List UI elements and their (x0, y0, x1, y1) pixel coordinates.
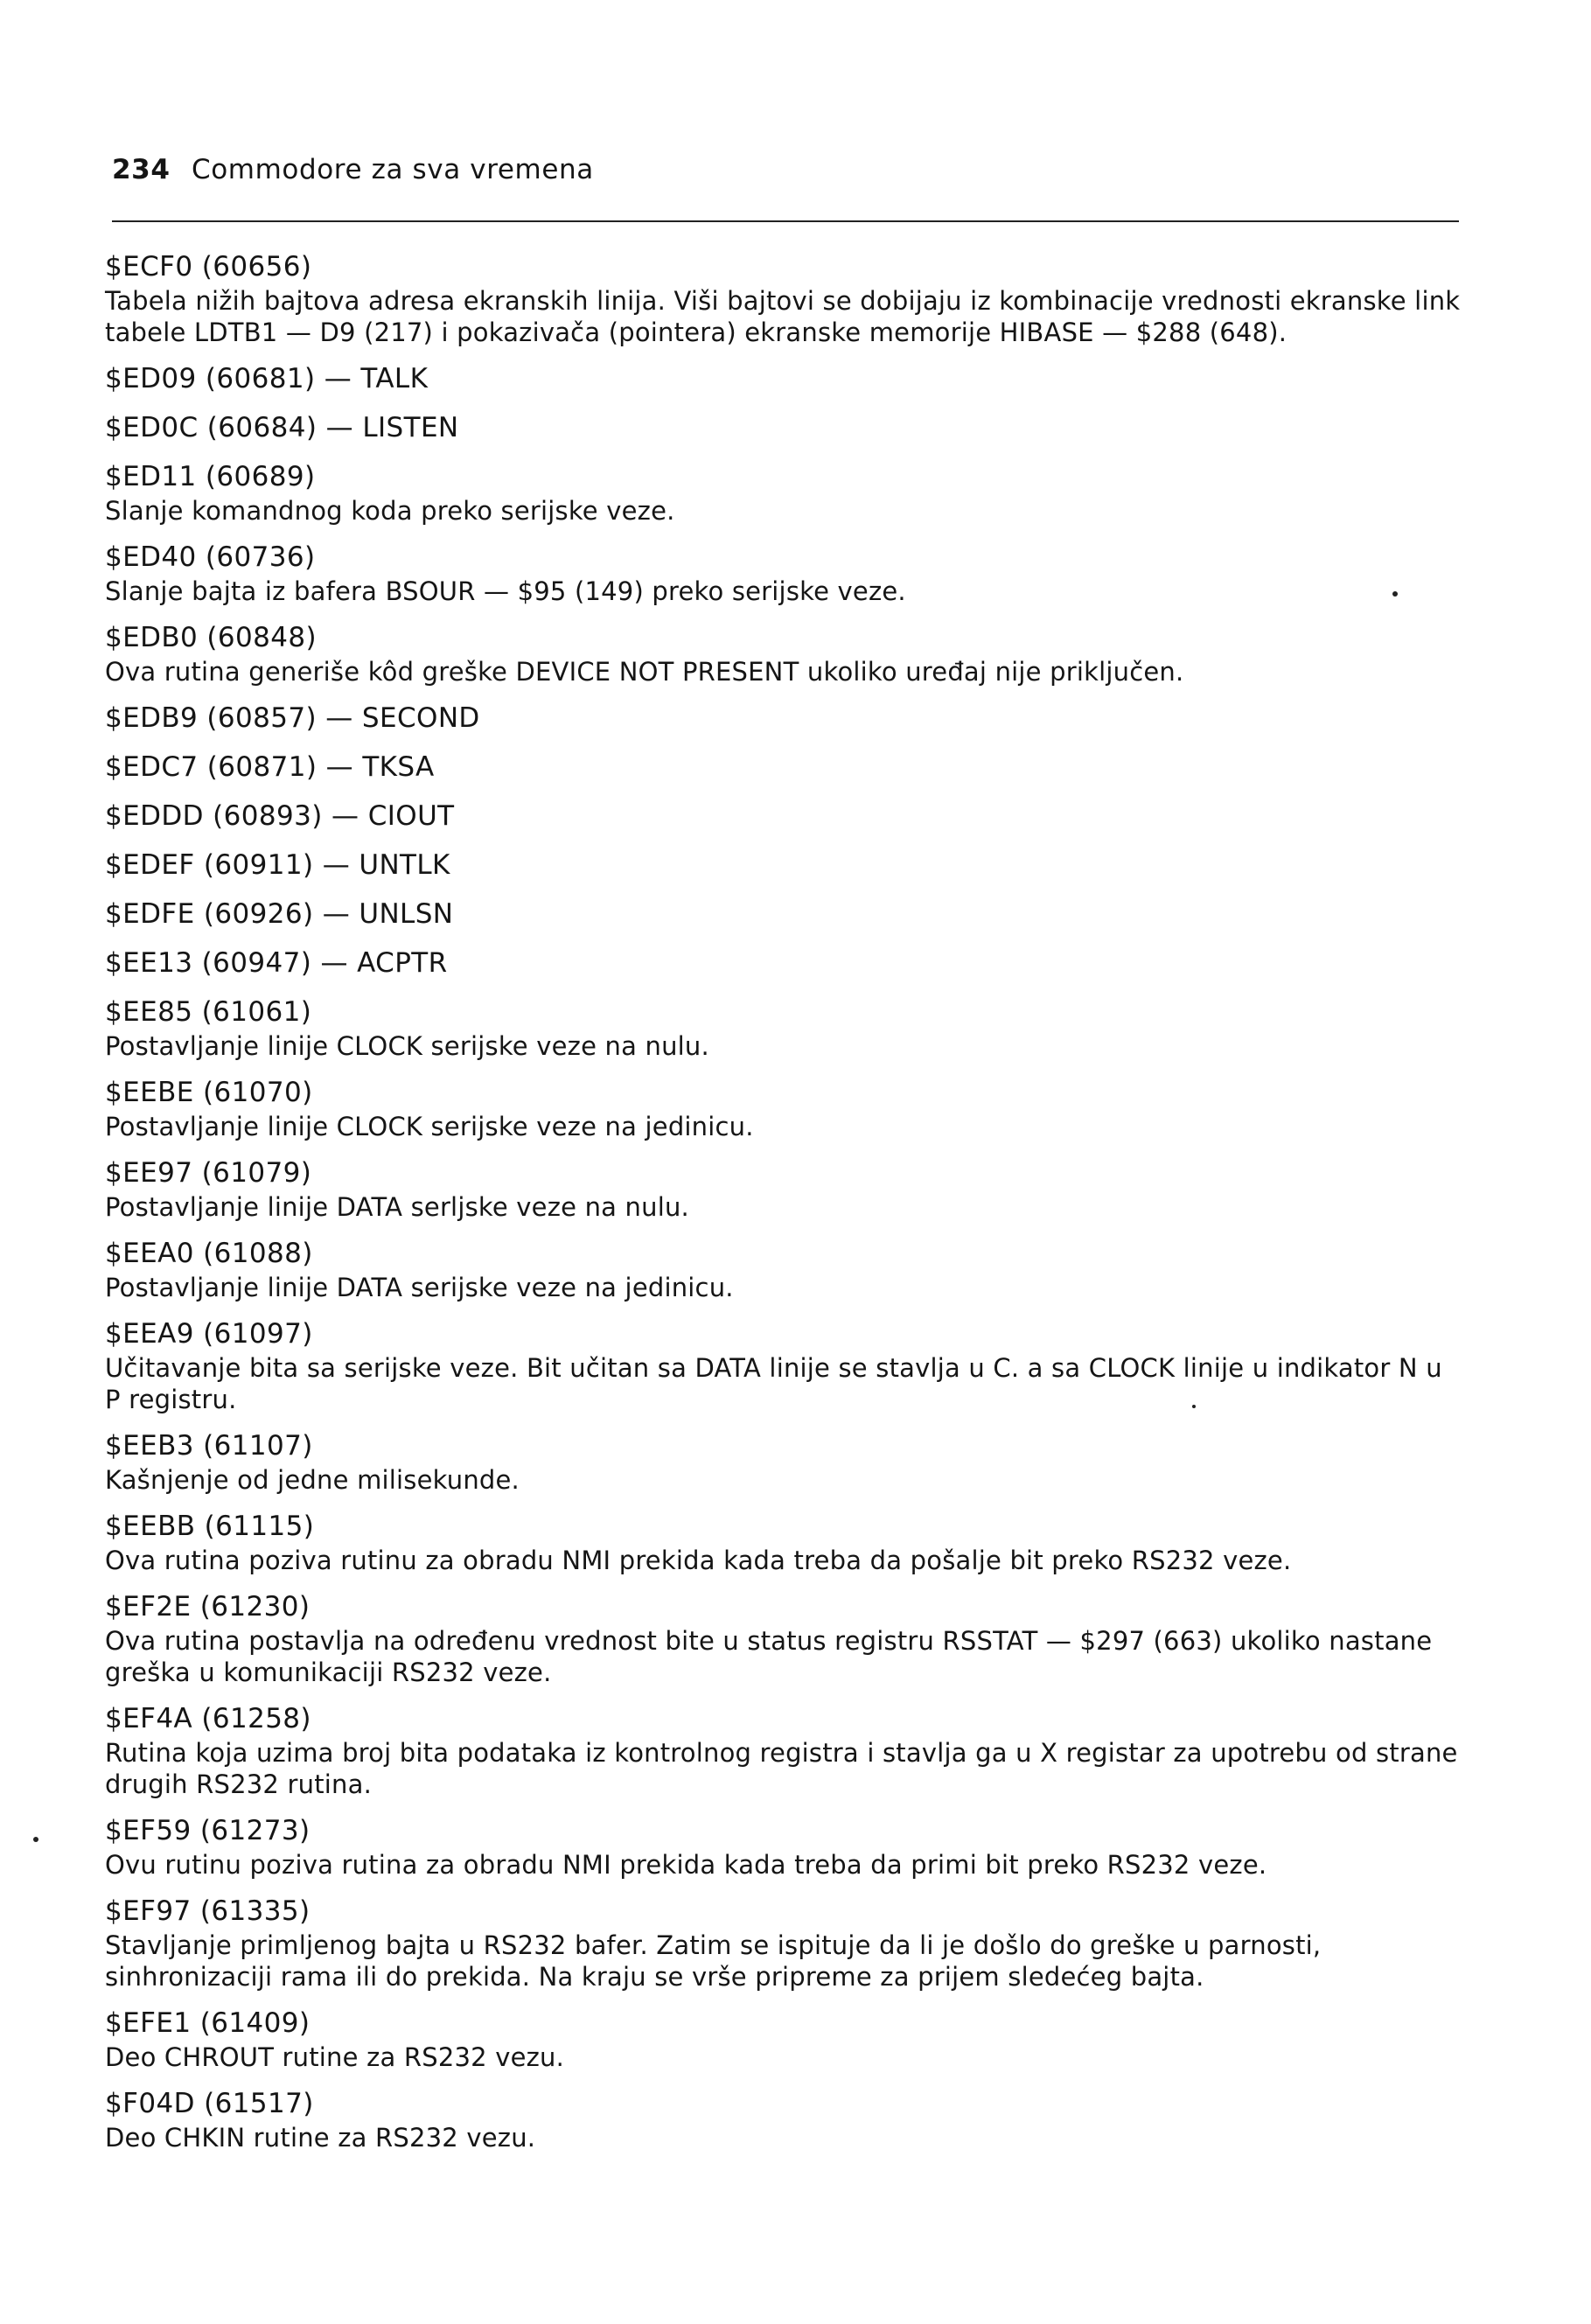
running-head (112, 154, 594, 185)
entry-description: Učitavanje bita sa serijske veze. Bit učitan sa DATA linije se stavlja u C. a sa CLOCK linije u indikator N u P registru. (105, 1353, 1442, 1414)
entry-description: Rutina koja uzima broj bita podataka iz kontrolnog registra i stavlja ga u X registar za upotrebu od strane drugih RS232 rutina. (105, 1738, 1458, 1799)
entry-list (105, 248, 1465, 2166)
entry-address: $ED11 (60689) (105, 461, 316, 492)
entry-description: Tabela nižih bajtova adresa ekranskih linija. Viši bajtovi se dobijaju iz kombinacije vrednosti ekranske link tabele LDTB1 — D9 (217) i pokazivača (pointera) ekranske memorije HIBASE — $288 (648). (105, 286, 1461, 347)
scan-speck (33, 1837, 38, 1842)
entry-ef59 (105, 1812, 1465, 1881)
entry-address: $EE85 (61061) (105, 996, 312, 1028)
entry-address: $EE13 (60947) — ACPTR (105, 947, 448, 979)
entry-eebb (105, 1508, 1465, 1576)
book-title: Commodore za sva vremena (191, 154, 594, 185)
entry-description: Stavljanje primljenog bajta u RS232 bafer. Zatim se ispituje da li je došlo do greške u parnosti, sinhronizaciji rama ili do prekida. Na kraju se vrše pripreme za prijem sledećeg bajta. (105, 1930, 1322, 1992)
entry-ed40 (105, 539, 1465, 607)
entry-address: $EDEF (60911) — UNTLK (105, 849, 450, 881)
entry-edef (105, 847, 1465, 883)
entry-ef4a (105, 1700, 1465, 1800)
entry-address: $EEBE (61070) (105, 1077, 313, 1108)
entry-ed0c (105, 409, 1465, 446)
entry-description: Ova rutina postavlja na određenu vrednost bite u status registru RSSTAT — $297 (663) ukoliko nastane greška u komunikaciji RS232 veze. (105, 1626, 1433, 1687)
entry-address: $EDC7 (60871) — TKSA (105, 751, 435, 783)
entry-edfe (105, 896, 1465, 932)
entry-address: $EFE1 (61409) (105, 2007, 311, 2039)
entry-address: $ED0C (60684) — LISTEN (105, 412, 459, 443)
entry-address: $EDDD (60893) — CIOUT (105, 800, 455, 832)
entry-eddd (105, 798, 1465, 834)
entry-address: $EEA0 (61088) (105, 1238, 313, 1269)
entry-edb0 (105, 619, 1465, 687)
entry-address: $EF97 (61335) (105, 1895, 311, 1927)
entry-address: $EE97 (61079) (105, 1157, 312, 1189)
entry-address: $EF2E (61230) (105, 1591, 311, 1623)
entry-ed09 (105, 360, 1465, 397)
entry-ed11 (105, 458, 1465, 527)
entry-ee85 (105, 994, 1465, 1062)
entry-ee97 (105, 1155, 1465, 1223)
entry-description: Postavljanje linije CLOCK serijske veze na nulu. (105, 1031, 709, 1061)
entry-description: Deo CHROUT rutine za RS232 vezu. (105, 2042, 565, 2072)
entry-address: $EEB3 (61107) (105, 1430, 313, 1462)
entry-description: Kašnjenje od jedne milisekunde. (105, 1465, 520, 1495)
entry-description: Slanje bajta iz bafera BSOUR — $95 (149) preko serijske veze. (105, 576, 906, 606)
page-number: 234 (112, 154, 171, 185)
entry-address: $EDB9 (60857) — SECOND (105, 702, 480, 734)
entry-description: Postavljanje linije DATA serljske veze na nulu. (105, 1192, 689, 1222)
entry-eea9 (105, 1316, 1465, 1415)
entry-address: $EEBB (61115) (105, 1511, 315, 1542)
entry-eebe (105, 1074, 1465, 1142)
entry-f04d (105, 2085, 1465, 2153)
entry-address: $ED40 (60736) (105, 541, 316, 573)
entry-address: $EDB0 (60848) (105, 622, 318, 653)
entry-eeb3 (105, 1427, 1465, 1496)
entry-address: $ECF0 (60656) (105, 251, 312, 283)
entry-ef2e (105, 1588, 1465, 1688)
scan-speck (1392, 591, 1398, 597)
entry-description: Ova rutina poziva rutinu za obradu NMI prekida kada treba da pošalje bit preko RS232 veze. (105, 1546, 1292, 1575)
header-rule (112, 220, 1459, 222)
entry-edc7 (105, 749, 1465, 785)
entry-efe1 (105, 2005, 1465, 2073)
entry-description: Slanje komandnog koda preko serijske veze. (105, 496, 675, 526)
entry-description: Ovu rutinu poziva rutina za obradu NMI prekida kada treba da primi bit preko RS232 veze. (105, 1850, 1267, 1880)
entry-address: $EF4A (61258) (105, 1703, 311, 1734)
entry-ecf0 (105, 248, 1465, 348)
entry-edb9 (105, 700, 1465, 736)
entry-ef97 (105, 1893, 1465, 1992)
entry-description: Ova rutina generiše kôd greške DEVICE NOT PRESENT ukoliko uređaj nije priključen. (105, 657, 1184, 687)
entry-description: Postavljanje linije DATA serijske veze na jedinicu. (105, 1273, 734, 1302)
entry-description: Deo CHKIN rutine za RS232 vezu. (105, 2123, 536, 2153)
entry-address: $EEA9 (61097) (105, 1318, 313, 1350)
entry-ee13 (105, 945, 1465, 981)
entry-eea0 (105, 1235, 1465, 1303)
entry-address: $ED09 (60681) — TALK (105, 363, 429, 394)
entry-address: $F04D (61517) (105, 2088, 314, 2119)
entry-address: $EF59 (61273) (105, 1815, 311, 1846)
entry-address: $EDFE (60926) — UNLSN (105, 898, 454, 930)
scan-speck (1192, 1405, 1196, 1408)
entry-description: Postavljanje linije CLOCK serijske veze na jedinicu. (105, 1112, 754, 1141)
